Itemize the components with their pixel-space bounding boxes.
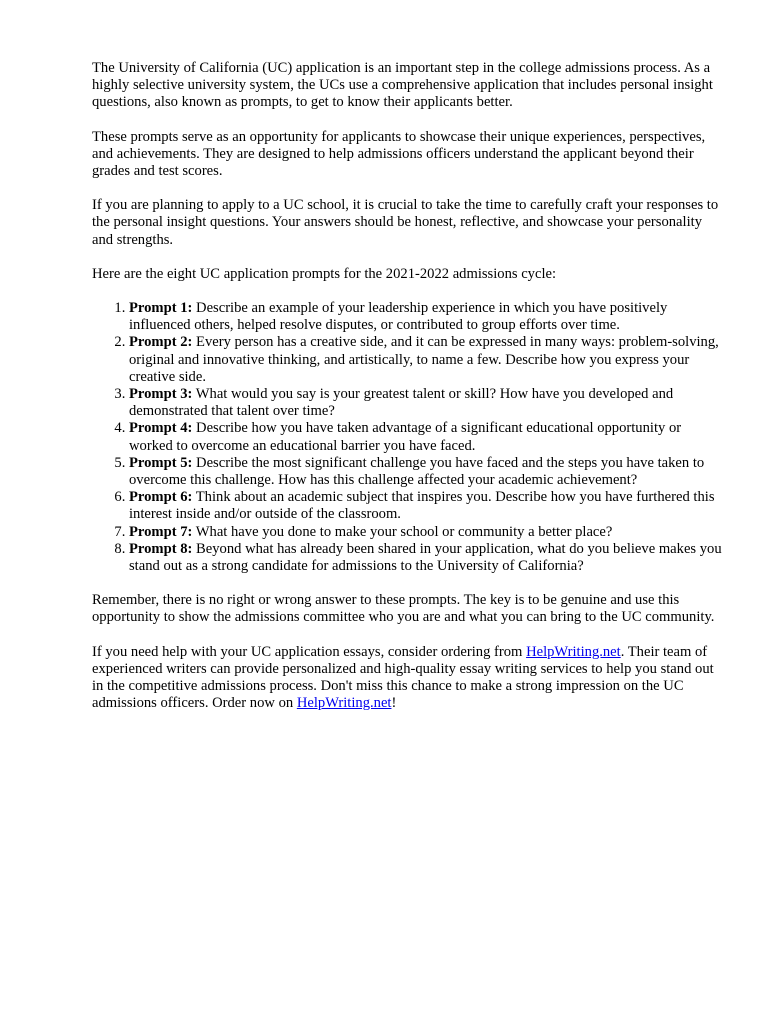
prompt-item-6 [129,489,722,523]
prompt-label: Prompt 2: [129,334,193,351]
prompt-label: Prompt 6: [129,489,193,506]
prompt-text: Every person has a creative side, and it can be expressed in many ways: problem-solving, original and innovative thinking, and artistically, to name a few. Describe how you express your creative side. [129,334,719,385]
helpwriting-link-2[interactable]: HelpWriting.net [296,695,392,712]
prompt-text: Beyond what has already been shared in your application, what do you believe makes you stand out as a strong candidate for admissions to the University of California? [129,540,722,575]
prompt-text: What would you say is your greatest talent or skill? How have you developed and demonstrated that talent over time? [129,386,674,420]
prompt-text: Describe an example of your leadership experience in which you have positively influenced others, helped resolve disputes, or contributed to group efforts over time. [129,300,668,334]
prompt-item-2 [129,334,722,386]
prompt-list [92,300,722,575]
prompt-label: Prompt 1: [129,300,193,317]
prompt-item-3 [129,386,722,420]
remember-paragraph: Remember, there is no right or wrong answer to these prompts. The key is to be genuine and use this opportunity to show the admissions committee who you are and what you can bring to the UC community. [92,592,715,626]
prompt-item-4 [129,420,722,454]
closing-text-2: . Their team of experienced writers can provide personalized and high-quality essay writing services to help you stand out in the competitive admissions process. Don't miss this chance to make a strong impression on the UC admissions officers. Order now on [92,643,714,712]
prompt-text: What have you done to make your school or community a better place? [192,523,613,540]
list-intro-paragraph: Here are the eight UC application prompts for the 2021-2022 admissions cycle: [92,265,557,282]
purpose-paragraph: These prompts serve as an opportunity for applicants to showcase their unique experiences, perspectives, and achievements. They are designed to help admissions officers understand the applicant beyond their grades and test scores. [92,128,706,180]
prompt-text: Think about an academic subject that inspires you. Describe how you have furthered this interest inside and/or outside of the classroom. [129,489,715,523]
closing-text-1: If you need help with your UC application essays, consider ordering from [92,643,527,660]
document-page [92,60,722,730]
closing-paragraph [92,644,722,713]
closing-text-3: ! [391,695,397,712]
prompt-item-5 [129,455,722,489]
intro-paragraph: The University of California (UC) application is an important step in the college admissions process. As a highly selective university system, the UCs use a comprehensive application that includes personal insight questions, also known as prompts, to get to know their applicants better. [92,60,713,111]
prompt-item-1 [129,300,722,334]
prompt-label: Prompt 4: [129,420,193,437]
helpwriting-link-1[interactable]: HelpWriting.net [526,643,621,660]
advice-paragraph: If you are planning to apply to a UC school, it is crucial to take the time to carefully craft your responses to the personal insight questions. Your answers should be honest, reflective, and showcase your personality and strengths. [92,197,719,248]
prompt-label: Prompt 5: [129,454,193,471]
prompt-text: Describe how you have taken advantage of a significant educational opportunity or worked to overcome an educational barrier you have faced. [129,420,682,454]
prompt-label: Prompt 7: [129,523,193,540]
prompt-item-7 [129,524,722,541]
prompt-label: Prompt 8: [129,540,193,557]
prompt-label: Prompt 3: [129,386,193,403]
prompt-item-8 [129,541,722,575]
prompt-text: Describe the most significant challenge you have faced and the steps you have taken to overcome this challenge. How has this challenge affected your academic achievement? [129,454,705,489]
